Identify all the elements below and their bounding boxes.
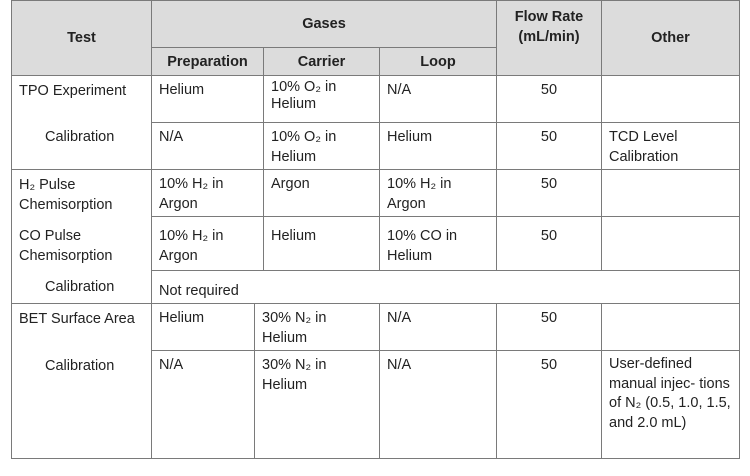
cell-other: TCD Level Calibration	[601, 122, 740, 170]
cell-preparation: 10% H₂ in Argon	[151, 216, 264, 271]
cell-preparation: Helium	[151, 75, 264, 123]
test-group-pulse	[11, 169, 152, 304]
header-flow-rate	[496, 0, 602, 76]
cell-preparation: Helium	[151, 303, 255, 351]
header-flow-rate-label: Flow Rate (mL/min)	[514, 9, 584, 45]
cell-carrier: 30% N₂ in Helium	[254, 303, 380, 351]
test-label: H₂ Pulse Chemisorption	[19, 177, 113, 213]
header-loop-label: Loop	[420, 53, 456, 70]
header-preparation	[151, 47, 264, 76]
cell-other	[601, 169, 740, 217]
cell-loop: N/A	[379, 75, 497, 123]
header-test	[11, 0, 152, 76]
cell-not-required: Not required	[151, 270, 740, 304]
cell-carrier: 30% N₂ in Helium	[254, 350, 380, 459]
header-carrier-label: Carrier	[297, 53, 346, 70]
cell-other: User-defined manual injec- tions of N₂ (0.5, 1.0, 1.5, and 2.0 mL)	[601, 350, 740, 459]
test-label: Calibration	[45, 279, 115, 295]
cell-preparation: 10% H₂ in Argon	[151, 169, 264, 217]
test-label: Calibration	[45, 358, 115, 374]
header-test-label: Test	[67, 30, 96, 46]
header-gases	[151, 0, 497, 48]
cell-flow: 50	[496, 75, 602, 123]
cell-flow: 50	[496, 169, 602, 217]
test-label: TPO Experiment	[19, 83, 127, 99]
test-label: Calibration	[45, 129, 115, 145]
cell-flow: 50	[496, 122, 602, 170]
header-other-label: Other	[651, 30, 690, 46]
cell-carrier: 10% O₂ in Helium	[263, 122, 380, 170]
cell-loop: 10% CO in Helium	[379, 216, 497, 271]
cell-flow: 50	[496, 303, 602, 351]
cell-loop: Helium	[379, 122, 497, 170]
cell-loop: 10% H₂ in Argon	[379, 169, 497, 217]
header-other	[601, 0, 740, 76]
header-preparation-label: Preparation	[167, 53, 248, 70]
cell-carrier: Helium	[263, 216, 380, 271]
cell-other	[601, 303, 740, 351]
test-group-tpo	[11, 75, 152, 170]
cell-carrier: Argon	[263, 169, 380, 217]
test-label: CO Pulse Chemisorption	[19, 228, 113, 264]
header-loop	[379, 47, 497, 76]
cell-loop: N/A	[379, 350, 497, 459]
cell-preparation: N/A	[151, 122, 264, 170]
test-group-bet	[11, 303, 152, 459]
test-label: BET Surface Area	[19, 311, 135, 327]
cell-flow: 50	[496, 350, 602, 459]
cell-flow: 50	[496, 216, 602, 271]
cell-loop: N/A	[379, 303, 497, 351]
cell-preparation: N/A	[151, 350, 255, 459]
header-gases-label: Gases	[302, 16, 346, 32]
cell-other	[601, 75, 740, 123]
cell-carrier: 10% O₂ in Helium	[263, 75, 380, 123]
cell-other	[601, 216, 740, 271]
header-carrier	[263, 47, 380, 76]
